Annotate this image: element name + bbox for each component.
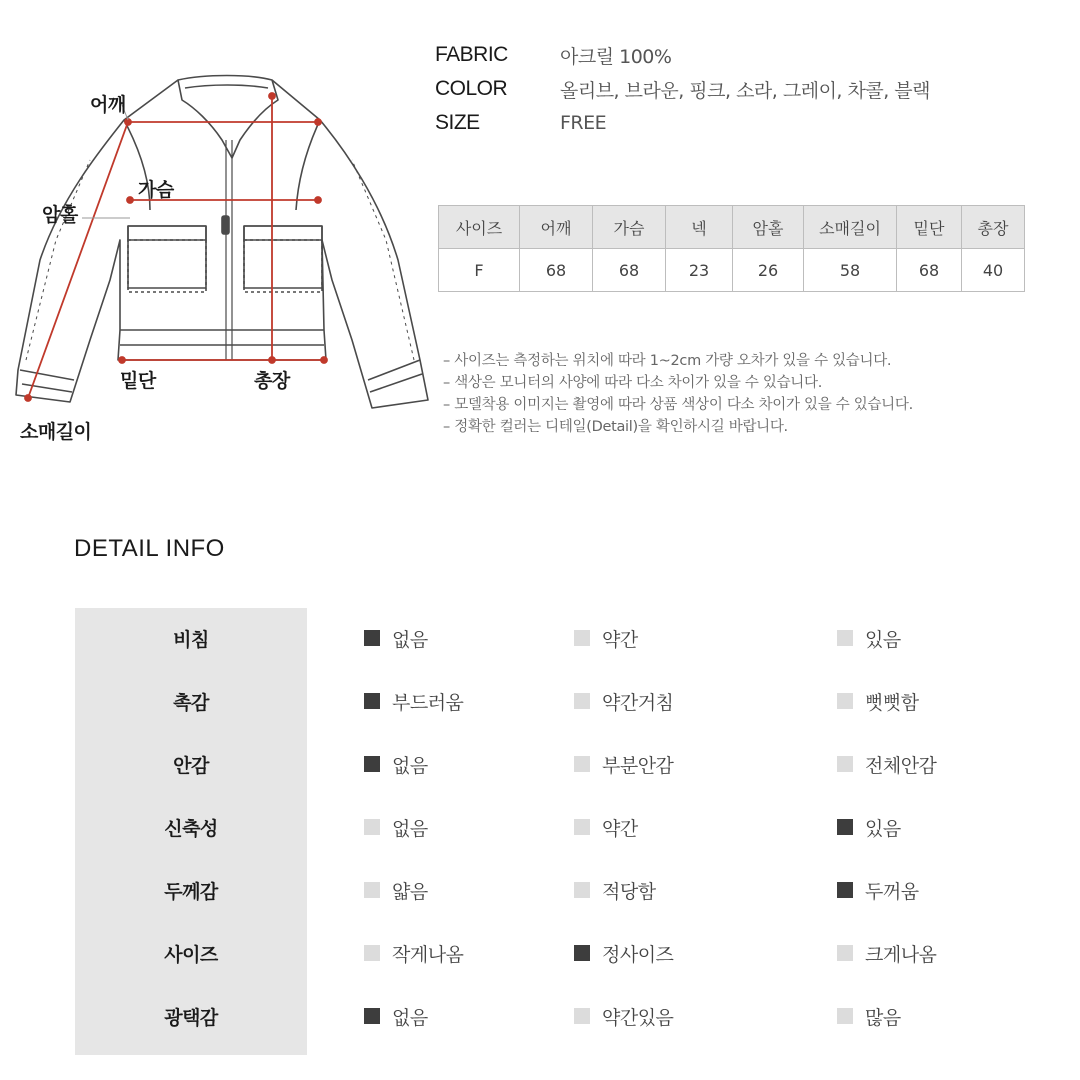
checked-box-icon xyxy=(364,756,380,772)
detail-option-label: 작게나옴 xyxy=(392,943,464,966)
spec-size xyxy=(435,108,606,138)
detail-option xyxy=(364,623,428,653)
size-table-header: 사이즈 xyxy=(439,206,520,249)
size-notes xyxy=(443,350,913,438)
detail-option-label: 약간있음 xyxy=(602,1006,674,1029)
detail-option xyxy=(364,749,428,779)
detail-option xyxy=(574,749,673,779)
unchecked-box-icon xyxy=(574,1008,590,1024)
unchecked-box-icon xyxy=(574,819,590,835)
checked-box-icon xyxy=(837,882,853,898)
armhole-label: 암홀 xyxy=(42,204,78,226)
detail-option-label: 정사이즈 xyxy=(602,943,674,966)
detail-option xyxy=(574,686,673,716)
sleeve-length-label: 소매길이 xyxy=(20,421,92,443)
detail-option xyxy=(574,623,638,653)
spec-key: FABRIC xyxy=(435,43,508,66)
table-cell: 68 xyxy=(520,249,593,292)
detail-option xyxy=(837,749,936,779)
checked-box-icon xyxy=(837,819,853,835)
total-length-label: 총장 xyxy=(254,370,290,392)
unchecked-box-icon xyxy=(574,693,590,709)
unchecked-box-icon xyxy=(364,819,380,835)
detail-option-label: 전체안감 xyxy=(865,754,937,777)
unchecked-box-icon xyxy=(364,882,380,898)
table-cell: 68 xyxy=(593,249,666,292)
detail-option xyxy=(837,686,919,716)
note-item: – 모델착용 이미지는 촬영에 따라 상품 색상이 다소 차이가 있을 수 있습니다. xyxy=(443,394,913,416)
detail-option-label: 약간 xyxy=(602,628,638,651)
table-cell: 68 xyxy=(897,249,962,292)
spec-color xyxy=(435,74,930,104)
detail-row-label: 비침 xyxy=(173,629,209,651)
note-item: – 정확한 컬러는 디테일(Detail)을 확인하시길 바랍니다. xyxy=(443,416,913,438)
size-table-header: 총장 xyxy=(962,206,1025,249)
size-table-header: 밑단 xyxy=(897,206,962,249)
spec-value: FREE xyxy=(560,112,607,134)
detail-option-label: 얇음 xyxy=(392,880,428,903)
detail-option xyxy=(837,812,901,842)
table-cell: 58 xyxy=(804,249,897,292)
hem-label: 밑단 xyxy=(120,370,156,392)
unchecked-box-icon xyxy=(837,1008,853,1024)
detail-option xyxy=(837,623,901,653)
unchecked-box-icon xyxy=(364,945,380,961)
unchecked-box-icon xyxy=(837,756,853,772)
detail-row-label: 광택감 xyxy=(164,1007,218,1029)
chest-label: 가슴 xyxy=(138,179,174,201)
detail-option xyxy=(364,686,463,716)
size-table-header: 소매길이 xyxy=(804,206,897,249)
detail-option xyxy=(364,938,463,968)
detail-option xyxy=(837,1001,901,1031)
detail-option-label: 없음 xyxy=(392,817,428,840)
table-row xyxy=(439,249,1025,292)
checked-box-icon xyxy=(364,1008,380,1024)
detail-option-label: 없음 xyxy=(392,628,428,651)
shoulder-label: 어깨 xyxy=(90,94,126,116)
detail-option xyxy=(837,875,919,905)
detail-option-label: 없음 xyxy=(392,754,428,777)
detail-option xyxy=(574,875,656,905)
unchecked-box-icon xyxy=(837,630,853,646)
table-cell: 23 xyxy=(666,249,733,292)
size-table-header-row xyxy=(439,206,1025,249)
checked-box-icon xyxy=(364,693,380,709)
unchecked-box-icon xyxy=(837,693,853,709)
note-item: – 색상은 모니터의 사양에 따라 다소 차이가 있을 수 있습니다. xyxy=(443,372,913,394)
detail-option xyxy=(364,812,428,842)
spec-key: SIZE xyxy=(435,111,480,134)
unchecked-box-icon xyxy=(574,630,590,646)
table-cell: 26 xyxy=(733,249,804,292)
table-cell: F xyxy=(439,249,520,292)
detail-row-label: 두께감 xyxy=(164,881,218,903)
detail-row-label: 신축성 xyxy=(164,818,218,840)
detail-option xyxy=(364,875,428,905)
detail-option xyxy=(837,938,936,968)
detail-option xyxy=(364,1001,428,1031)
table-cell: 40 xyxy=(962,249,1025,292)
size-table-header: 어깨 xyxy=(520,206,593,249)
unchecked-box-icon xyxy=(837,945,853,961)
detail-option xyxy=(574,812,638,842)
unchecked-box-icon xyxy=(574,756,590,772)
size-table-header: 암홀 xyxy=(733,206,804,249)
detail-option xyxy=(574,1001,673,1031)
note-item: – 사이즈는 측정하는 위치에 따라 1~2cm 가량 오차가 있을 수 있습니다. xyxy=(443,350,913,372)
detail-option-label: 적당함 xyxy=(602,880,656,903)
detail-info-title: DETAIL INFO xyxy=(74,535,225,562)
size-table xyxy=(438,205,1025,292)
detail-option-label: 있음 xyxy=(865,817,901,840)
jacket-illustration xyxy=(0,40,440,460)
detail-option-label: 있음 xyxy=(865,628,901,651)
detail-option-label: 약간 xyxy=(602,817,638,840)
detail-option-label: 크게나옴 xyxy=(865,943,937,966)
detail-option xyxy=(574,938,673,968)
jacket-size-diagram xyxy=(0,40,440,460)
spec-value: 올리브, 브라운, 핑크, 소라, 그레이, 차콜, 블랙 xyxy=(560,79,930,102)
detail-option-label: 두꺼움 xyxy=(865,880,919,903)
spec-fabric xyxy=(435,40,671,70)
spec-value: 아크릴 100% xyxy=(560,45,672,68)
detail-option-label: 많음 xyxy=(865,1006,901,1029)
detail-option-label: 뻣뻣함 xyxy=(865,691,919,714)
size-table-header: 넥 xyxy=(666,206,733,249)
detail-row-label: 촉감 xyxy=(173,692,209,714)
size-table-header: 가슴 xyxy=(593,206,666,249)
detail-row-label: 안감 xyxy=(173,755,209,777)
detail-option-label: 부드러움 xyxy=(392,691,464,714)
unchecked-box-icon xyxy=(574,882,590,898)
detail-option-label: 약간거침 xyxy=(602,691,674,714)
spec-key: COLOR xyxy=(435,77,508,100)
checked-box-icon xyxy=(364,630,380,646)
checked-box-icon xyxy=(574,945,590,961)
detail-option-label: 부분안감 xyxy=(602,754,674,777)
detail-row-label: 사이즈 xyxy=(164,944,218,966)
detail-option-label: 없음 xyxy=(392,1006,428,1029)
